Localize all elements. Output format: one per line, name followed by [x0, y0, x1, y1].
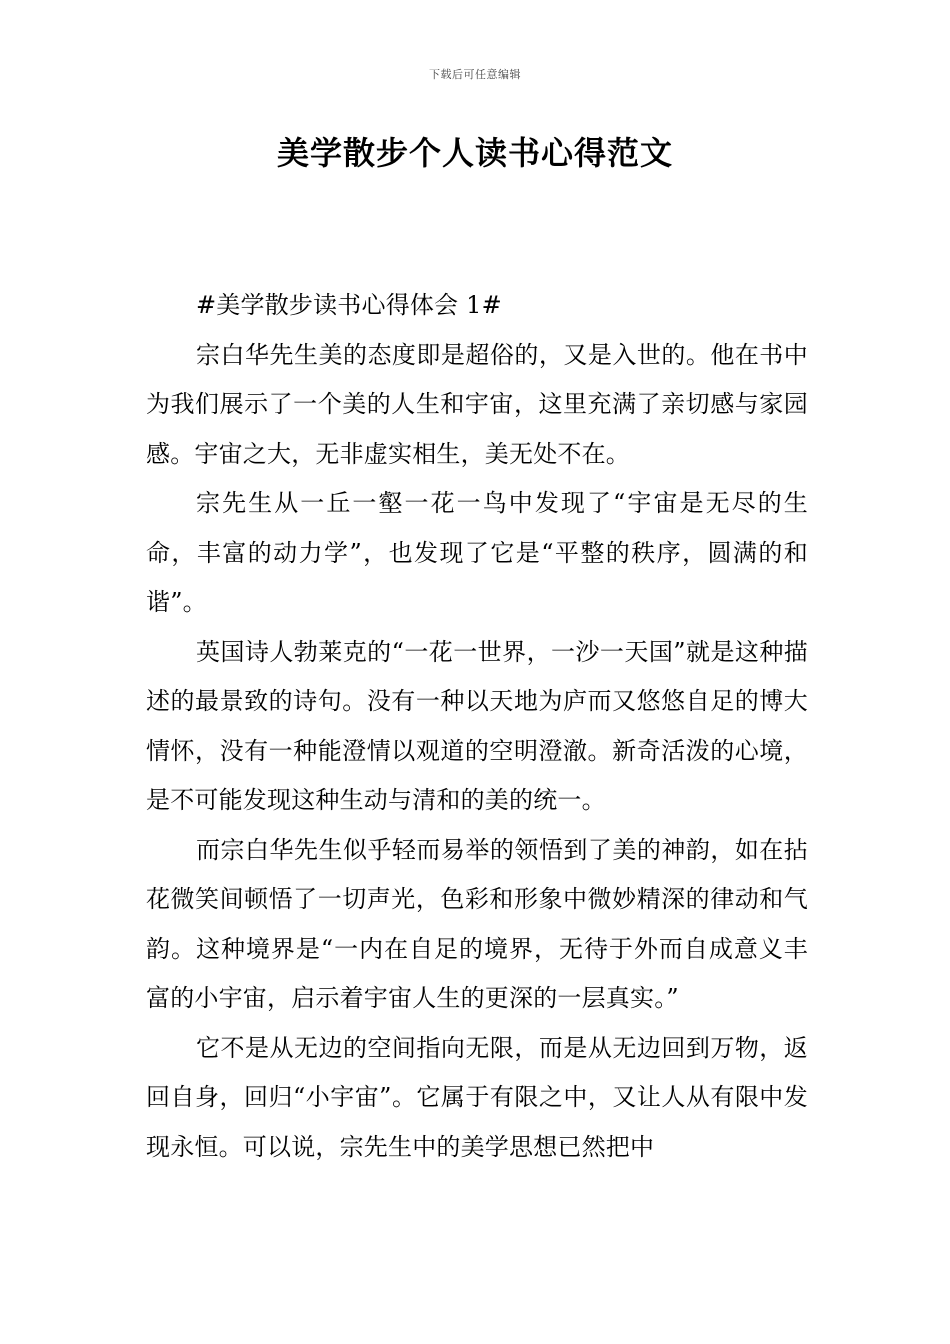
document-title: 美学散步个人读书心得范文	[276, 134, 673, 172]
document-body	[146, 281, 808, 1172]
paragraph-1: 宗白华先生美的态度即是超俗的，又是入世的。他在书中为我们展示了一个美的人生和宇宙，这里充满了亲切感与家园感。宇宙之大，无非虚实相生，美无处不在。	[146, 340, 808, 468]
paragraph-5: 它不是从无边的空间指向无限，而是从无边回到万物，返回自身，回归“小宇宙”。它属于有限之中，又让人从有限中发现永恒。可以说，宗先生中的美学思想已然把中	[146, 1033, 808, 1161]
paragraph-2: 宗先生从一丘一壑一花一鸟中发现了“宇宙是无尽的生命，丰富的动力学”，也发现了它是“平整的秩序，圆满的和谐”。	[146, 489, 808, 616]
paragraph-3: 英国诗人勃莱克的“一花一世界，一沙一天国”就是这种描述的最景致的诗句。没有一种以天地为庐而又悠悠自足的博大情怀，没有一种能澄情以观道的空明澄澈。新奇活泼的心境，是不可能发现这种生动与清和的美的统一。	[146, 637, 808, 814]
header-note: 下载后可任意编辑	[429, 68, 521, 81]
paragraph-4: 而宗白华先生似乎轻而易举的领悟到了美的神韵，如在拈花微笑间顿悟了一切声光，色彩和形象中微妙精深的律动和气韵。这种境界是“一内在自足的境界，无待于外而自成意义丰富的小宇宙，启示着宇宙人生的更深的一层真实。”	[146, 835, 808, 1012]
section-heading: #美学散步读书心得体会 1#	[196, 291, 502, 319]
